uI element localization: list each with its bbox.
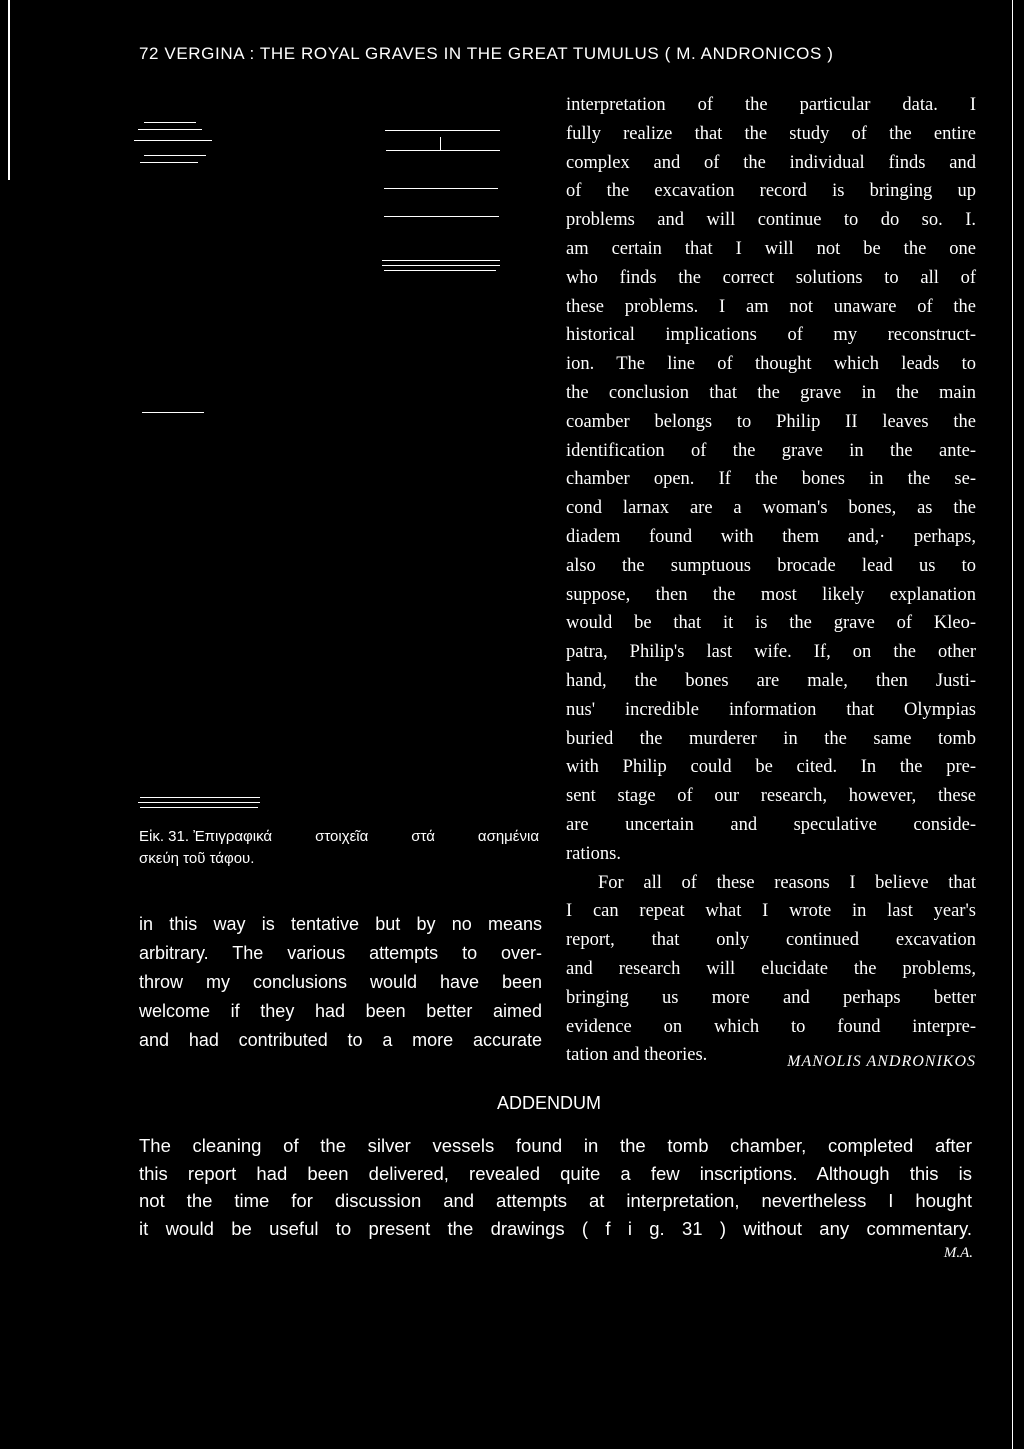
text-line: evidence on which to found interpre- (566, 1016, 976, 1037)
text-line: rations. (566, 843, 621, 864)
text-line: this report had been delivered, revealed quite a few inscriptions. Although this is (139, 1162, 972, 1184)
text-line: For all of these reasons I believe that (598, 872, 976, 893)
caption-word: ασημένια (477, 828, 539, 845)
text-line: with Philip could be cited. In the pre- (566, 757, 976, 778)
inscription-stroke (384, 188, 498, 189)
text-line: tation and theories. (566, 1045, 708, 1066)
inscription-stroke (386, 150, 500, 151)
text-line: would be that it is the grave of Kleo- (566, 613, 976, 634)
text-line: hand, the bones are male, then Justi- (566, 670, 976, 691)
text-line: who finds the correct solutions to all of (566, 267, 976, 288)
text-line: the conclusion that the grave in the main (566, 382, 976, 403)
text-line: coamber belongs to Philip II leaves the (566, 411, 976, 432)
running-header: 72 VERGINA : THE ROYAL GRAVES IN THE GREAT TUMULUS ( M. ANDRONICOS ) (139, 44, 834, 63)
text-line: in this way is tentative but by no means (139, 914, 542, 934)
text-line: identification of the grave in the ante- (566, 440, 976, 461)
text-line: I can repeat what I wrote in last year's (566, 901, 976, 922)
text-line: cond larnax are a woman's bones, as the (566, 498, 976, 519)
inscription-stroke (142, 412, 204, 413)
caption-line-2: σκεύη τοῦ τάφου. (139, 850, 255, 867)
caption-word: στοιχεῖα (315, 828, 369, 845)
text-line: it would be useful to present the drawings ( f i g. 31 ) without any commentary. (139, 1217, 972, 1239)
scan-edge-right (1012, 0, 1013, 1449)
text-line: fully realize that the study of the entire (566, 123, 976, 144)
inscription-stroke (140, 807, 258, 808)
text-line: The cleaning of the silver vessels found in the tomb chamber, completed after (139, 1135, 972, 1156)
inscription-stroke (140, 797, 260, 798)
text-line: diadem found with them and,· perhaps, (566, 526, 976, 547)
inscription-stroke (140, 162, 198, 163)
addendum-heading: ADDENDUM (497, 1093, 602, 1113)
text-line: patra, Philip's last wife. If, on the other (566, 642, 976, 663)
text-line: historical implications of my reconstruct- (566, 325, 976, 346)
inscription-stroke (384, 216, 499, 217)
text-line: and had contributed to a more accurate (139, 1030, 542, 1050)
text-line: also the sumptuous brocade lead us to (566, 555, 976, 576)
inscription-stroke (382, 260, 500, 261)
text-line: complex and of the individual finds and (566, 152, 976, 173)
text-line: nus' incredible information that Olympias (566, 699, 976, 720)
inscription-stroke (385, 130, 500, 131)
text-line: ion. The line of thought which leads to (566, 354, 976, 375)
text-line: suppose, then the most likely explanation (566, 584, 976, 605)
inscription-stroke (138, 802, 260, 803)
text-line: bringing us more and perhaps better (566, 987, 976, 1008)
text-line: sent stage of our research, however, these (566, 786, 976, 807)
right-column-text (566, 91, 976, 1070)
scan-edge-left (8, 0, 10, 180)
text-line: welcome if they had been better aimed (139, 1001, 542, 1021)
author-signature: MANOLIS ANDRONIKOS (787, 1053, 976, 1070)
inscription-stroke (144, 155, 206, 156)
text-line: am certain that I will not be the one (566, 238, 976, 259)
text-line: throw my conclusions would have been (139, 972, 542, 992)
figure-caption (139, 826, 539, 870)
text-line: are uncertain and speculative conside- (566, 814, 976, 835)
inscription-stroke (138, 129, 202, 130)
inscription-stroke (134, 140, 212, 141)
addendum-text (139, 1132, 972, 1242)
figure-31-drawings (130, 110, 550, 830)
text-line: of the excavation record is bringing up (566, 181, 976, 202)
text-line: not the time for discussion and attempts at interpretation, nevertheless I hought (139, 1190, 972, 1211)
text-line: chamber open. If the bones in the se- (566, 469, 976, 490)
left-column-text (139, 910, 542, 1055)
addendum-initials: M.A. (943, 1245, 973, 1261)
caption-word: στά (411, 828, 435, 845)
text-line: arbitrary. The various attempts to over- (139, 943, 542, 963)
inscription-stroke (144, 122, 196, 123)
text-line: buried the murderer in the same tomb (566, 728, 976, 749)
text-line: interpretation of the particular data. I (566, 95, 976, 115)
text-line: and research will elucidate the problems, (566, 958, 976, 979)
inscription-stroke (384, 270, 496, 271)
inscription-stroke (440, 137, 441, 151)
text-line: these problems. I am not unaware of the (566, 296, 976, 317)
text-line: problems and will continue to do so. I. (566, 210, 976, 231)
caption-word: Εἰκ. 31. Ἐπιγραφικά (139, 828, 273, 845)
inscription-stroke (382, 265, 500, 266)
caption-line-1 (139, 826, 539, 848)
text-line: report, that only continued excavation (566, 930, 976, 951)
